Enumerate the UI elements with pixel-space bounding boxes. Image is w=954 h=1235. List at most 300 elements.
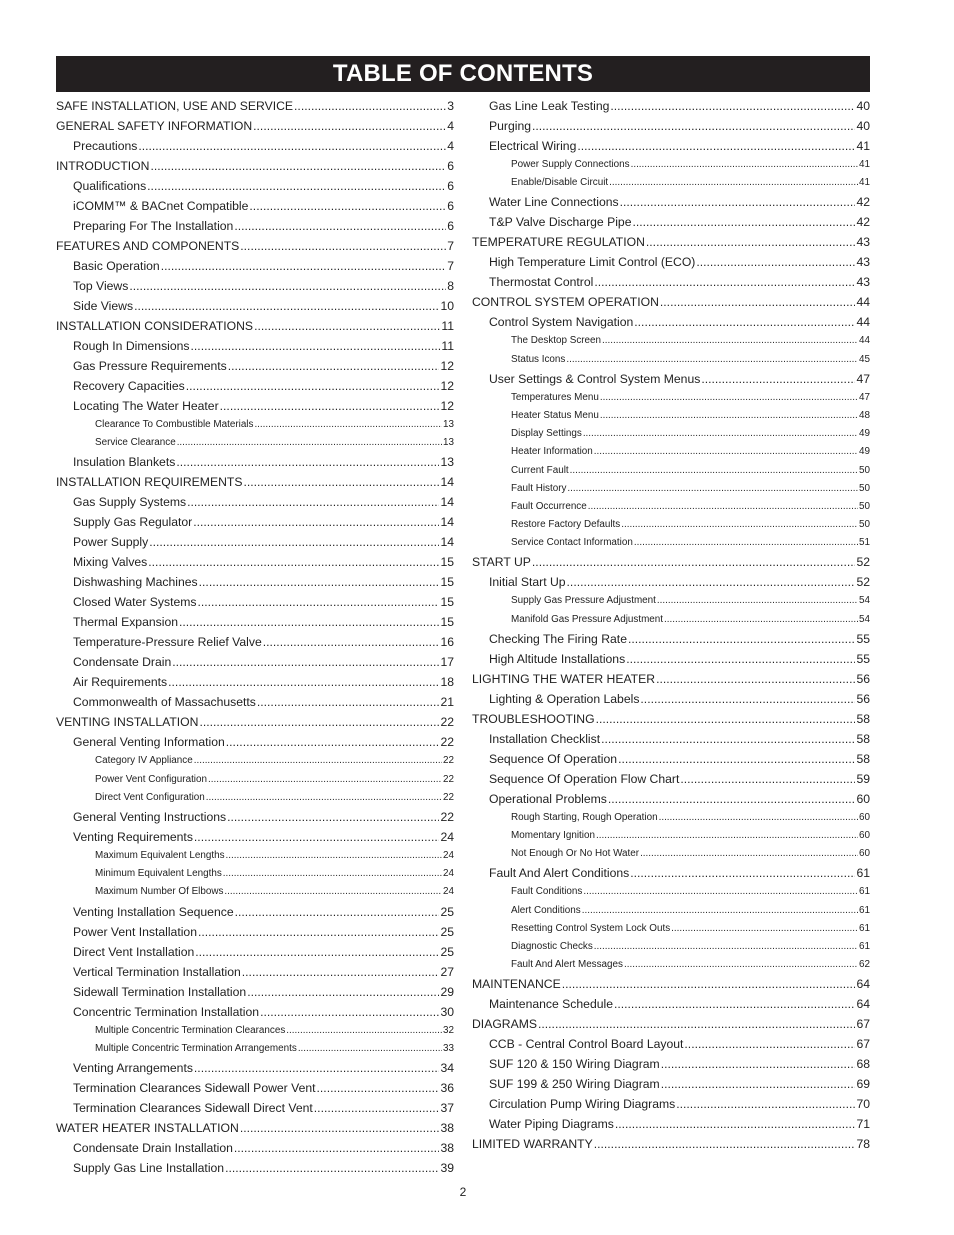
toc-entry[interactable] [472, 1134, 870, 1154]
toc-right-column [472, 96, 870, 1154]
dot-leader [577, 136, 855, 156]
dot-leader [588, 498, 858, 516]
toc-entry[interactable] [472, 1034, 870, 1054]
toc-entry-page: 36 [440, 1080, 454, 1095]
toc-entry-page: 14 [440, 495, 454, 510]
toc-entry-page: 54 [859, 595, 870, 607]
toc-entry-page: 69 [856, 1077, 870, 1092]
toc-entry[interactable] [472, 192, 870, 212]
toc-entry-page: 60 [859, 811, 870, 823]
dot-leader [234, 1138, 440, 1158]
toc-entry[interactable] [56, 196, 454, 216]
toc-entry-page: 61 [859, 886, 870, 898]
dot-leader [696, 252, 855, 272]
toc-entry[interactable] [472, 845, 870, 863]
toc-entry-title: Power Supply [73, 535, 149, 550]
toc-entry-title: Heater Information [511, 446, 593, 458]
toc-entry-title: Circulation Pump Wiring Diagrams [489, 1097, 676, 1112]
dot-leader [161, 256, 447, 276]
toc-entry-page: 7 [447, 259, 454, 273]
toc-entry[interactable] [56, 922, 454, 942]
dot-leader [149, 532, 439, 552]
toc-entry-page: 11 [441, 339, 454, 353]
toc-entry-page: 52 [856, 555, 870, 570]
toc-entry[interactable] [472, 516, 870, 534]
toc-entry-page: 15 [440, 595, 454, 610]
toc-entry-page: 41 [856, 139, 870, 153]
toc-entry-title: Commonwealth of Massachusetts [73, 695, 256, 710]
dot-leader [567, 572, 856, 592]
toc-entry[interactable] [472, 1074, 870, 1094]
toc-entry[interactable] [56, 316, 454, 336]
toc-entry-title: Maximum Number Of Elbows [95, 886, 224, 898]
toc-entry[interactable] [56, 572, 454, 592]
toc-entry-title: WATER HEATER INSTALLATION [56, 1120, 239, 1135]
toc-entry[interactable] [472, 156, 870, 174]
toc-entry[interactable] [56, 296, 454, 316]
toc-entry-page: 7 [447, 239, 454, 253]
toc-entry-title: Water Piping Diagrams [489, 1117, 614, 1132]
toc-entry-title: Display Settings [511, 428, 582, 440]
toc-entry[interactable] [472, 1114, 870, 1134]
toc-entry[interactable] [472, 938, 870, 956]
dot-leader [583, 883, 858, 901]
toc-entry-page: 10 [440, 299, 454, 313]
dot-leader [176, 452, 439, 472]
toc-entry-title: Gas Line Leak Testing [489, 99, 610, 113]
toc-entry[interactable] [56, 1040, 454, 1058]
dot-leader [187, 492, 439, 512]
toc-entry[interactable] [472, 369, 870, 389]
toc-entry[interactable] [56, 176, 454, 196]
dot-leader [661, 1074, 856, 1094]
toc-entry[interactable] [56, 807, 454, 827]
toc-entry-page: 58 [856, 711, 870, 726]
toc-entry[interactable] [56, 1002, 454, 1022]
dot-leader [234, 216, 446, 236]
dot-leader [223, 865, 442, 883]
toc-entry-title: LIMITED WARRANTY [472, 1137, 593, 1152]
toc-entry-title: Maintenance Schedule [489, 997, 613, 1012]
dot-leader [129, 276, 446, 296]
dot-leader [680, 769, 855, 789]
toc-entry-page: 8 [447, 279, 454, 293]
toc-entry[interactable] [472, 689, 870, 709]
toc-entry-page: 61 [859, 922, 870, 934]
toc-entry-page: 24 [440, 829, 454, 844]
toc-entry[interactable] [56, 827, 454, 847]
toc-entry[interactable] [56, 96, 454, 116]
toc-entry[interactable] [472, 174, 870, 192]
toc-entry-page: 6 [447, 199, 454, 213]
dot-leader [150, 156, 446, 176]
toc-entry-page: 24 [443, 886, 454, 898]
dot-leader [134, 296, 439, 316]
toc-entry[interactable] [56, 692, 454, 712]
dot-leader [594, 443, 858, 461]
toc-entry[interactable] [472, 443, 870, 461]
toc-entry-title: T&P Valve Discharge Pipe [489, 215, 632, 230]
toc-entry[interactable] [56, 492, 454, 512]
toc-entry-page: 67 [856, 1037, 870, 1052]
toc-entry[interactable] [472, 994, 870, 1014]
toc-entry-page: 62 [859, 959, 870, 971]
toc-entry-page: 71 [856, 1117, 870, 1132]
toc-entry-page: 61 [856, 866, 870, 881]
toc-entry[interactable] [472, 116, 870, 136]
toc-entry-title: Control System Navigation [489, 315, 634, 330]
toc-entry[interactable] [56, 452, 454, 472]
toc-entry[interactable] [472, 552, 870, 572]
toc-entry-page: 40 [856, 119, 870, 133]
toc-entry-title: Power Vent Configuration [95, 773, 207, 785]
toc-entry[interactable] [56, 771, 454, 789]
toc-entry[interactable] [472, 592, 870, 610]
dot-leader [249, 196, 446, 216]
toc-entry[interactable] [56, 276, 454, 296]
toc-entry[interactable] [472, 863, 870, 883]
toc-entry[interactable] [472, 498, 870, 516]
toc-entry[interactable] [472, 629, 870, 649]
toc-entry-page: 12 [440, 399, 454, 413]
toc-entry-page: 32 [443, 1024, 454, 1036]
dot-leader [600, 389, 858, 407]
toc-entry[interactable] [472, 480, 870, 498]
toc-entry-title: INTRODUCTION [56, 159, 150, 173]
toc-entry[interactable] [56, 1098, 454, 1118]
dot-leader [286, 1022, 442, 1040]
dot-leader [194, 827, 440, 847]
toc-entry[interactable] [56, 752, 454, 770]
toc-entry[interactable] [472, 292, 870, 312]
toc-entry[interactable] [56, 672, 454, 692]
toc-entry-page: 22 [440, 715, 454, 730]
toc-entry[interactable] [56, 789, 454, 807]
toc-entry-title: Termination Clearances Sidewall Power Vent [73, 1080, 316, 1095]
toc-entry[interactable] [56, 632, 454, 652]
toc-entry[interactable] [472, 1054, 870, 1074]
toc-entry[interactable] [56, 552, 454, 572]
toc-entry-title: Operational Problems [489, 791, 607, 806]
toc-entry-title: LIGHTING THE WATER HEATER [472, 671, 656, 686]
toc-entry[interactable] [472, 883, 870, 901]
toc-entry[interactable] [56, 376, 454, 396]
toc-entry[interactable] [472, 136, 870, 156]
toc-entry-title: Multiple Concentric Termination Arrangements [95, 1042, 297, 1054]
toc-entry-page: 6 [447, 179, 454, 193]
toc-entry[interactable] [472, 749, 870, 769]
toc-entry[interactable] [56, 136, 454, 156]
toc-entry-title: Concentric Termination Installation [73, 1004, 260, 1019]
toc-entry-title: Multiple Concentric Termination Clearances [95, 1024, 286, 1036]
toc-entry-title: High Altitude Installations [489, 651, 626, 666]
toc-entry[interactable] [56, 652, 454, 672]
toc-entry[interactable] [56, 712, 454, 732]
toc-entry[interactable] [472, 96, 870, 116]
dot-leader [198, 922, 439, 942]
dot-leader [656, 669, 855, 689]
toc-entry-page: 56 [856, 691, 870, 706]
toc-entry-title: Thermostat Control [489, 275, 594, 290]
toc-entry-title: DIAGRAMS [472, 1017, 538, 1032]
toc-entry[interactable] [472, 462, 870, 480]
toc-entry[interactable] [56, 156, 454, 176]
toc-entry-page: 64 [856, 977, 870, 992]
toc-entry-title: Gas Pressure Requirements [73, 359, 227, 373]
dot-leader [634, 312, 855, 332]
toc-entry-title: Fault Conditions [511, 886, 583, 898]
toc-entry[interactable] [472, 920, 870, 938]
dot-leader [626, 649, 855, 669]
toc-entry-title: Mixing Valves [73, 555, 148, 570]
toc-entry[interactable] [472, 389, 870, 407]
toc-entry-title: Service Clearance [95, 437, 176, 449]
toc-entry-title: FEATURES AND COMPONENTS [56, 239, 240, 253]
toc-entry-page: 41 [859, 177, 870, 189]
toc-entry[interactable] [56, 116, 454, 136]
toc-entry-page: 58 [856, 731, 870, 746]
dot-leader [254, 416, 442, 434]
toc-entry[interactable] [472, 769, 870, 789]
toc-entry-title: INSTALLATION CONSIDERATIONS [56, 319, 254, 333]
toc-entry[interactable] [472, 649, 870, 669]
dot-leader [199, 572, 440, 592]
toc-entry[interactable] [472, 709, 870, 729]
toc-entry-title: Alert Conditions [511, 904, 581, 916]
toc-entry-title: Sidewall Termination Installation [73, 984, 247, 999]
toc-entry[interactable] [472, 827, 870, 845]
toc-entry-page: 4 [447, 119, 454, 133]
toc-entry[interactable] [56, 942, 454, 962]
toc-entry[interactable] [56, 1022, 454, 1040]
dot-leader [172, 652, 439, 672]
toc-entry-page: 6 [447, 219, 454, 233]
toc-entry-page: 44 [856, 315, 870, 330]
dot-leader [676, 1094, 855, 1114]
toc-entry[interactable] [472, 534, 870, 552]
toc-entry[interactable] [472, 425, 870, 443]
toc-entry-title: Power Vent Installation [73, 924, 197, 939]
toc-entry-page: 50 [859, 519, 870, 531]
dot-leader [240, 1118, 440, 1138]
toc-entry[interactable] [56, 1078, 454, 1098]
toc-entry-title: Rough In Dimensions [73, 339, 190, 353]
dot-leader [621, 516, 858, 534]
toc-entry-page: 38 [440, 1120, 454, 1135]
page-title: TABLE OF CONTENTS [56, 56, 870, 92]
toc-entry-page: 52 [856, 575, 870, 590]
toc-entry[interactable] [56, 532, 454, 552]
toc-entry-page: 43 [856, 275, 870, 290]
toc-entry[interactable] [472, 902, 870, 920]
dot-leader [235, 902, 440, 922]
toc-entry[interactable] [56, 1158, 454, 1178]
toc-entry-title: High Temperature Limit Control (ECO) [489, 255, 696, 270]
toc-entry-title: Manifold Gas Pressure Adjustment [511, 613, 664, 625]
toc-entry-title: Venting Arrangements [73, 1060, 193, 1075]
toc-entry-page: 25 [440, 924, 454, 939]
toc-entry-title: Recovery Capacities [73, 379, 185, 393]
toc-entry-page: 34 [440, 1060, 454, 1075]
toc-entry[interactable] [56, 512, 454, 532]
toc-entry[interactable] [472, 351, 870, 369]
dot-leader [243, 472, 439, 492]
toc-entry[interactable] [56, 416, 454, 434]
toc-entry-title: Maximum Equivalent Lengths [95, 849, 225, 861]
toc-entry-page: 54 [859, 613, 870, 625]
toc-entry[interactable] [56, 256, 454, 276]
toc-entry[interactable] [472, 789, 870, 809]
dot-leader [596, 709, 856, 729]
dot-leader [148, 552, 439, 572]
toc-entry[interactable] [472, 974, 870, 994]
toc-entry[interactable] [56, 396, 454, 416]
toc-entry-title: VENTING INSTALLATION [56, 715, 199, 730]
toc-entry-page: 3 [447, 99, 454, 113]
toc-entry-page: 60 [856, 791, 870, 806]
toc-entry-page: 13 [443, 419, 454, 430]
toc-entry-page: 61 [859, 904, 870, 916]
toc-entry[interactable] [472, 332, 870, 350]
toc-entry[interactable] [472, 272, 870, 292]
toc-entry[interactable] [56, 902, 454, 922]
toc-entry-title: INSTALLATION REQUIREMENTS [56, 475, 243, 490]
toc-entry[interactable] [56, 472, 454, 492]
dot-leader [601, 729, 855, 749]
toc-entry-page: 43 [856, 255, 870, 270]
toc-entry[interactable] [472, 809, 870, 827]
dot-leader [664, 611, 858, 629]
toc-entry[interactable] [472, 729, 870, 749]
toc-entry-page: 22 [440, 809, 454, 824]
toc-entry[interactable] [472, 407, 870, 425]
toc-entry[interactable] [56, 612, 454, 632]
toc-entry-title: Momentary Ignition [511, 830, 595, 841]
toc-entry[interactable] [56, 434, 454, 452]
dot-leader [600, 407, 858, 425]
toc-entry[interactable] [56, 216, 454, 236]
toc-entry-page: 14 [440, 515, 454, 530]
toc-entry[interactable] [56, 982, 454, 1002]
toc-entry[interactable] [56, 865, 454, 883]
toc-entry-title: Category IV Appliance [95, 755, 193, 767]
toc-entry-title: Status Icons [511, 353, 566, 365]
toc-entry-page: 58 [856, 751, 870, 766]
toc-entry[interactable] [56, 962, 454, 982]
toc-entry-page: 21 [440, 695, 454, 710]
toc-entry-title: Resetting Control System Lock Outs [511, 922, 671, 934]
dot-leader [570, 462, 858, 480]
toc-entry-title: Qualifications [73, 179, 147, 193]
toc-entry[interactable] [472, 252, 870, 272]
dot-leader [220, 396, 440, 416]
toc-entry-page: 41 [859, 159, 870, 170]
dot-leader [195, 942, 439, 962]
toc-entry[interactable] [56, 883, 454, 901]
toc-entry[interactable] [472, 956, 870, 974]
toc-entry-title: MAINTENANCE [472, 977, 561, 992]
dot-leader [254, 316, 440, 336]
dot-leader [198, 592, 440, 612]
toc-entry-page: 60 [859, 830, 870, 841]
toc-entry[interactable] [472, 212, 870, 232]
toc-entry-title: Current Fault [511, 464, 569, 476]
toc-entry-title: Precautions [73, 139, 138, 153]
toc-entry-page: 50 [859, 464, 870, 476]
toc-entry-page: 6 [447, 159, 454, 173]
toc-entry[interactable] [56, 1118, 454, 1138]
toc-entry[interactable] [472, 669, 870, 689]
toc-entry[interactable] [472, 232, 870, 252]
toc-entry-page: 24 [443, 849, 454, 861]
toc-entry-page: 44 [856, 295, 870, 310]
toc-entry[interactable] [56, 1058, 454, 1078]
dot-leader [608, 789, 856, 809]
toc-entry-title: The Desktop Screen [511, 335, 602, 347]
toc-entry-title: Thermal Expansion [73, 615, 178, 630]
toc-entry-page: 39 [440, 1160, 454, 1175]
toc-entry[interactable] [56, 847, 454, 865]
toc-entry[interactable] [472, 572, 870, 592]
toc-entry-title: Venting Requirements [73, 829, 193, 844]
toc-entry-page: 51 [859, 537, 870, 549]
toc-entry-page: 14 [440, 535, 454, 550]
toc-entry-title: GENERAL SAFETY INFORMATION [56, 119, 253, 133]
toc-entry-page: 48 [859, 409, 870, 421]
toc-entry[interactable] [56, 1138, 454, 1158]
toc-entry[interactable] [56, 336, 454, 356]
toc-entry-page: 45 [859, 353, 870, 365]
toc-entry-page: 22 [443, 791, 454, 803]
toc-entry-title: Initial Start Up [489, 575, 566, 590]
toc-entry-page: 15 [440, 575, 454, 590]
toc-entry-page: 22 [443, 773, 454, 785]
toc-entry-title: CONTROL SYSTEM OPERATION [472, 295, 659, 310]
toc-entry[interactable] [56, 236, 454, 256]
toc-entry-title: Supply Gas Regulator [73, 515, 193, 530]
toc-entry-page: 12 [440, 359, 454, 373]
toc-entry-page: 47 [856, 371, 870, 386]
toc-entry-page: 61 [859, 940, 870, 952]
toc-entry[interactable] [56, 356, 454, 376]
toc-entry-title: SAFE INSTALLATION, USE AND SERVICE [56, 99, 294, 113]
dot-leader [225, 1158, 439, 1178]
toc-entry[interactable] [472, 312, 870, 332]
toc-entry-title: SUF 199 & 250 Wiring Diagram [489, 1077, 660, 1092]
toc-entry[interactable] [56, 592, 454, 612]
dot-leader [562, 974, 856, 994]
toc-entry-title: General Venting Information [73, 735, 225, 750]
dot-leader [661, 1054, 856, 1074]
dot-leader [620, 192, 856, 212]
toc-entry[interactable] [472, 1014, 870, 1034]
toc-entry[interactable] [472, 1094, 870, 1114]
toc-entry-title: Supply Gas Line Installation [73, 1160, 225, 1175]
toc-entry-page: 37 [440, 1100, 454, 1115]
dot-leader [298, 1040, 442, 1058]
toc-entry-title: Closed Water Systems [73, 595, 197, 610]
dot-leader [257, 692, 440, 712]
toc-entry[interactable] [56, 732, 454, 752]
dot-leader [632, 212, 855, 232]
toc-entry[interactable] [472, 611, 870, 629]
toc-entry-page: 60 [859, 848, 870, 860]
dot-leader [609, 174, 858, 192]
toc-entry-page: 15 [440, 615, 454, 630]
toc-entry-page: 64 [856, 997, 870, 1012]
toc-entry-title: Fault History [511, 482, 567, 494]
dot-leader [314, 1098, 440, 1118]
